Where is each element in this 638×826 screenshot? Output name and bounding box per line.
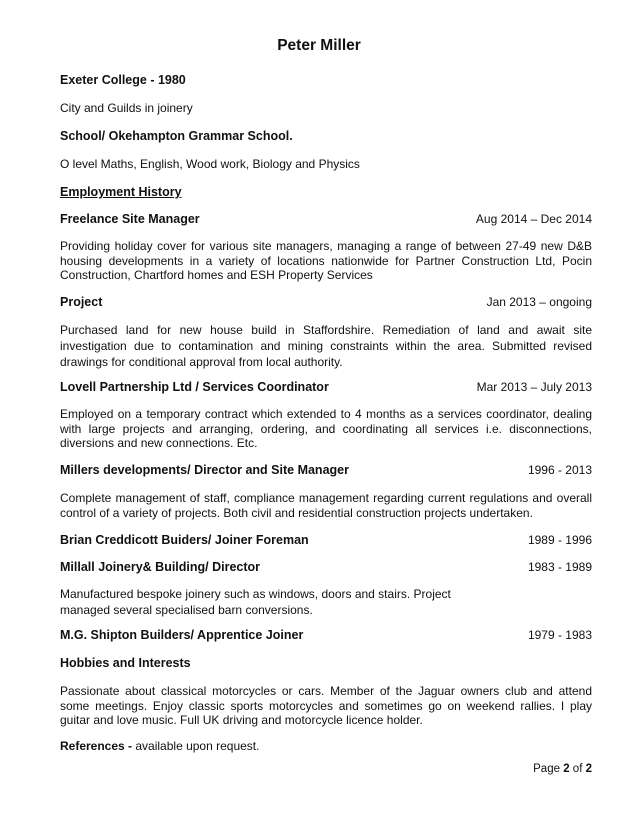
footer-page: 2	[563, 763, 570, 775]
job-dates: 1989 - 1996	[527, 533, 592, 547]
hobbies-heading: Hobbies and Interests	[60, 656, 191, 670]
references-text: available upon request.	[132, 739, 260, 753]
job-dates: Jan 2013 – ongoing	[486, 295, 592, 309]
job-dates: Aug 2014 – Dec 2014	[475, 212, 592, 226]
job-title: Brian Creddicott Buiders/ Joiner Foreman	[60, 533, 309, 547]
job-heading	[60, 533, 592, 548]
job-description: Complete management of staff, compliance management regarding current regulations and overall control of a variety of projects. Both civil and residential construction projects undertaken.	[60, 491, 592, 520]
job-title: Millall Joinery& Building/ Director	[60, 560, 261, 574]
education-heading-college: Exeter College - 1980	[60, 73, 186, 87]
job-dates: 1996 - 2013	[527, 463, 592, 477]
job-dates: Mar 2013 – July 2013	[476, 380, 592, 394]
job-title: Millers developments/ Director and Site Manager	[60, 463, 349, 477]
job-description: Manufactured bespoke joinery such as windows, doors and stairs. Project managed several specialised barn conversions.	[60, 587, 451, 617]
footer-prefix: Page	[533, 763, 564, 775]
employment-history-heading: Employment History	[60, 185, 182, 199]
job-heading	[60, 560, 592, 575]
references-line	[60, 739, 592, 754]
references-label: References -	[60, 739, 133, 753]
job-title: Lovell Partnership Ltd / Services Coordinator	[60, 380, 329, 394]
job-dates: 1983 - 1989	[527, 560, 592, 574]
job-title: Project	[60, 295, 103, 309]
footer-of: of	[569, 763, 586, 775]
page-number-footer	[533, 762, 592, 776]
job-heading	[60, 380, 592, 395]
education-heading-school: School/ Okehampton Grammar School.	[60, 129, 293, 143]
footer-total: 2	[585, 763, 592, 775]
education-detail-college: City and Guilds in joinery	[60, 101, 193, 115]
job-description: Providing holiday cover for various site managers, managing a range of between 27-49 new D&B housing developments in a variety of locations nationwide for Partner Construction Ltd, Pocin Construction, Chartford homes and ESH Property Services	[60, 239, 592, 282]
education-detail-school: O level Maths, English, Wood work, Biology and Physics	[60, 157, 360, 171]
candidate-name: Peter Miller	[277, 37, 361, 54]
job-dates: 1979 - 1983	[527, 628, 592, 642]
job-title: M.G. Shipton Builders/ Apprentice Joiner	[60, 628, 304, 642]
job-heading	[60, 295, 592, 310]
job-heading	[60, 628, 592, 643]
job-heading	[60, 463, 592, 478]
job-heading	[60, 212, 592, 227]
hobbies-text: Passionate about classical motorcycles or cars. Member of the Jaguar owners club and attend some meetings. Enjoy classic sports motorcycles and sometimes go on weekend rallies. I play guitar and love music. Full UK driving and motorcycle licence holder.	[60, 684, 592, 727]
job-title: Freelance Site Manager	[60, 212, 200, 226]
job-description: Purchased land for new house build in Staffordshire. Remediation of land and await site investigation due to contamination and mining constraints within the area. Submitted revised drawings for conditional approval from local authority.	[60, 323, 592, 369]
job-description: Employed on a temporary contract which extended to 4 months as a services coordinator, dealing with large projects and arranging, ordering, and coordinating all services i.e. disconnections, diversions and new connections. Etc.	[60, 407, 592, 450]
